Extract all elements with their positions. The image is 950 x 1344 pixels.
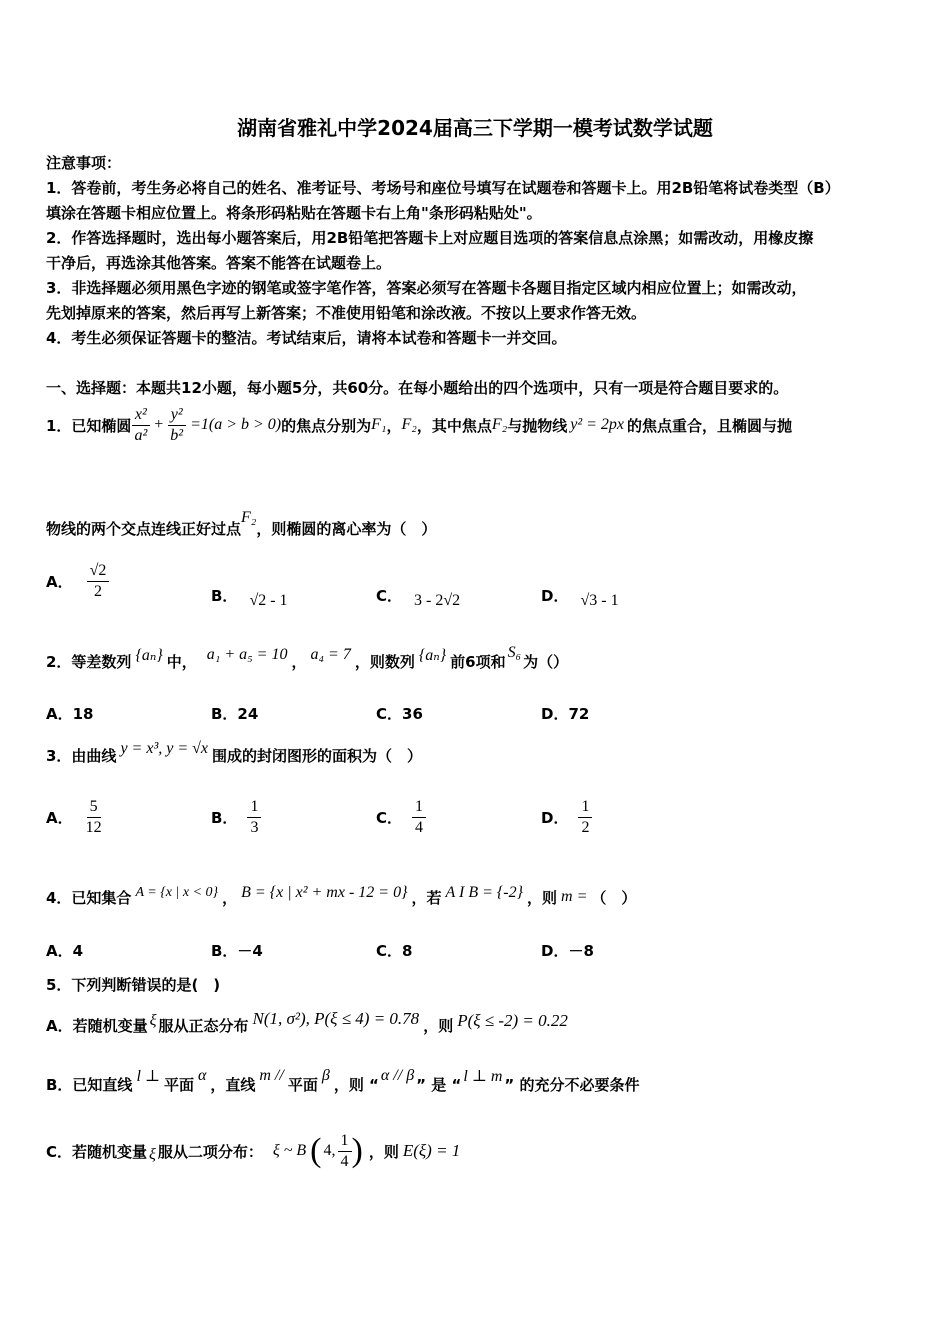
q1-option-b[interactable] <box>211 585 288 609</box>
q2-option-c[interactable]: C．36 <box>376 705 423 723</box>
notice-line: 4．考生必须保证答题卡的整洁。考试结束后，请将本试卷和答题卡一并交回。 <box>46 329 567 347</box>
q5-c-fraction <box>338 1132 352 1171</box>
q4-text: 4．已知集合 <box>46 888 132 907</box>
q4-option-d[interactable]: D．－8 <box>541 942 594 960</box>
q1-text: ，其中焦点 <box>416 416 492 435</box>
q3-text: 3．由曲线 <box>46 746 117 765</box>
question-1-line-1: 1．已知椭圆 $\frac{\text{x²}}{\text{a²}}$ + $\frac{\text{y²}}{\text{b²}}$ =1(a > b > 0) 的焦点分别为 F₁ ， F₂ ，其中焦点 F₂ 与抛物线 y² = 2px 的焦点重合，且椭圆与抛 <box>46 405 793 444</box>
q2-s6: S₆ <box>507 644 522 661</box>
q5-c-eq-pre: ξ ~ B <box>272 1142 307 1159</box>
q1-fraction-y <box>167 406 186 445</box>
q4-set-a: A = {x | x < 0} <box>135 885 219 900</box>
q2-text: 2．等差数列 <box>46 652 132 671</box>
notice-line: 先划掉原来的答案，然后再写上新答案；不准使用铅笔和涂改液。不按以上要求作答无效。 <box>46 304 647 322</box>
q1-option-d[interactable] <box>541 585 619 609</box>
q5-option-a[interactable] <box>46 1008 572 1042</box>
q5-option-b[interactable] <box>46 1066 639 1102</box>
q1-f2: F₂ <box>401 416 417 433</box>
q4-intersection: A I B = {-2} <box>445 884 524 901</box>
q5-text: 平面 <box>163 1075 194 1094</box>
q5-text: B．已知直线 <box>46 1075 133 1094</box>
q2-option-d[interactable]: D．72 <box>541 705 590 723</box>
q5-a-eq2: P(ξ ≤ -2) = 0.22 <box>457 1011 568 1030</box>
notice-line: 3．非选择题必须用黑色字迹的钢笔或签字笔作答，答案必须写在答题卡各题目指定区域内相应位置上；如需改动， <box>46 279 807 297</box>
q2-text: 前6项和 <box>450 652 506 671</box>
q2-text: 为（） <box>523 652 569 671</box>
q5-text: 平面 <box>287 1075 318 1094</box>
q1-a-num: √2 <box>87 562 110 582</box>
option-value: √3 - 1 <box>580 591 619 609</box>
option-label: C． <box>376 809 403 827</box>
q2-eq1: a₁ + a₅ = 10 <box>206 646 288 663</box>
question-1-line-2 <box>46 503 436 539</box>
q3-option-a[interactable] <box>46 798 105 837</box>
q4-option-c[interactable]: C．8 <box>376 942 413 960</box>
q4-m: m = <box>561 888 588 905</box>
q3-option-b[interactable] <box>211 798 261 837</box>
option-label: A． <box>46 809 73 827</box>
q2-an: {aₙ} <box>418 647 447 664</box>
option-num: 5 <box>87 798 101 818</box>
q4-option-b[interactable]: B．－4 <box>211 942 263 960</box>
q5-text: 服从正态分布 <box>158 1016 249 1035</box>
q1-f1: F₁ <box>371 416 387 433</box>
q4-text: （ ） <box>591 888 637 907</box>
q5-text: C．若随机变量 <box>46 1142 148 1161</box>
notice-line: 1．答卷前，考生务必将自己的姓名、准考证号、考场号和座位号填写在试题卷和答题卡上。用2B铅笔将试卷类型（B） <box>46 179 840 197</box>
q5-text: ” 的充分不必要条件 <box>504 1075 640 1094</box>
option-label: A． <box>46 573 73 591</box>
q1-fraction-x <box>131 406 150 445</box>
q2-text: 中， <box>166 652 197 671</box>
q1-a-den: 2 <box>94 583 102 600</box>
option-label: D． <box>541 809 569 827</box>
option-fraction <box>83 798 105 837</box>
q1-text: ，则椭圆的离心率为（ ） <box>256 520 437 538</box>
q4-text: ， <box>222 888 238 907</box>
q1-text: 的焦点重合，且椭圆与抛 <box>627 416 793 435</box>
section-heading: 一、选择题：本题共12小题，每小题5分，共60分。在每小题给出的四个选项中，只有一项是符合题目要求的。 <box>46 379 789 397</box>
q5-c-num: 1 <box>338 1132 352 1152</box>
option-fraction <box>578 798 592 837</box>
q5-text: ，则 <box>423 1016 454 1035</box>
option-fraction <box>412 798 426 837</box>
q5-b-alpha: α <box>197 1067 207 1084</box>
q5-text: 服从二项分布： <box>157 1142 263 1161</box>
q1-text: 与抛物线 <box>507 416 568 435</box>
q4-set-b: B = {x | x² + mx - 12 = 0} <box>241 884 408 901</box>
option-den: 4 <box>415 819 424 836</box>
page-title: 湖南省雅礼中学2024届高三下学期一模考试数学试题 <box>237 116 713 140</box>
option-num: 1 <box>412 798 426 818</box>
option-num: 1 <box>247 798 261 818</box>
q1-y2: y² <box>168 406 186 426</box>
q1-a2: a² <box>134 426 148 444</box>
q2-text: ，则数列 <box>354 652 415 671</box>
q5-b-l: l ⊥ <box>136 1068 160 1085</box>
q1-text: 物线的两个交点连线正好过点 <box>46 520 242 538</box>
q5-b-alpha-beta: α // β <box>380 1067 415 1084</box>
q5-text: ” 是 “ <box>416 1075 462 1094</box>
q1-a-fraction <box>87 562 110 601</box>
q5-a-eq: N(1, σ²), P(ξ ≤ 4) = 0.78 <box>252 1009 420 1028</box>
q1-eq-rest: =1(a > b > 0) <box>190 416 282 433</box>
q3-text: 围成的封闭图形的面积为（ ） <box>212 746 423 765</box>
q1-text: 1．已知椭圆 <box>46 416 132 435</box>
option-label: B． <box>211 587 238 605</box>
q4-option-a[interactable]: A．4 <box>46 942 84 960</box>
option-value: √2 - 1 <box>249 591 288 609</box>
q5-text: ，直线 <box>210 1075 256 1094</box>
q2-text: ， <box>291 652 307 671</box>
option-den: 2 <box>581 819 590 836</box>
q1-f2: F₂ <box>241 509 257 526</box>
q2-an: {aₙ} <box>135 647 163 664</box>
q5-c-den: 4 <box>340 1152 349 1170</box>
notice-line: 干净后，再选涂其他答案。答案不能答在试题卷上。 <box>46 254 392 272</box>
q1-x2: x² <box>132 406 150 426</box>
q5-option-c[interactable]: C．若随机变量 ξ 服从二项分布： ξ ~ B ( 4, $\frac{1}{4}$ ) ，则 E(ξ) = 1 <box>46 1131 461 1170</box>
q1-f2: F₂ <box>491 416 508 433</box>
option-label: D． <box>541 587 569 605</box>
q5-text: ，则 <box>368 1142 399 1161</box>
q3-option-d[interactable] <box>541 798 592 837</box>
q2-option-b[interactable]: B．24 <box>211 705 259 723</box>
question-4 <box>46 880 636 914</box>
q1-option-a[interactable] <box>46 562 109 601</box>
q2-option-a[interactable]: A．18 <box>46 705 94 723</box>
question-3 <box>46 738 422 772</box>
q4-text: ，则 <box>527 888 558 907</box>
option-num: 1 <box>578 798 592 818</box>
q1-b2: b² <box>170 426 184 444</box>
notice-heading: 注意事项： <box>46 154 122 172</box>
q4-text: ，若 <box>411 888 442 907</box>
q1-option-c[interactable] <box>376 585 461 609</box>
q3-option-c[interactable] <box>376 798 426 837</box>
question-5-stem: 5．下列判断错误的是( ) <box>46 976 221 994</box>
option-fraction <box>247 798 261 837</box>
option-label: C． <box>376 587 403 605</box>
q5-xi: ξ <box>149 1012 157 1029</box>
option-value: 3 - 2√2 <box>414 591 461 609</box>
q5-xi: ξ <box>149 1146 156 1163</box>
q1-text: 的焦点分别为 <box>281 416 372 435</box>
notice-line: 填涂在答题卡相应位置上。将条形码粘贴在答题卡右上角"条形码粘贴处"。 <box>46 204 542 222</box>
q5-b-m: m // <box>259 1067 284 1084</box>
q1-parabola: y² = 2px <box>570 416 625 433</box>
question-2 <box>46 646 568 676</box>
q5-b-l-m: l ⊥ m <box>463 1068 503 1085</box>
option-label: B． <box>211 809 238 827</box>
notice-line: 2．作答选择题时，选出每小题答案后，用2B铅笔把答题卡上对应题目选项的答案信息点涂黑；如需改动，用橡皮擦 <box>46 229 814 247</box>
option-den: 3 <box>250 819 259 836</box>
q5-c-four: 4, <box>323 1142 336 1159</box>
q2-eq2: a₄ = 7 <box>310 646 351 663</box>
q5-text: A．若随机变量 <box>46 1016 148 1035</box>
option-den: 12 <box>85 819 102 836</box>
q5-text: ，则 “ <box>333 1075 379 1094</box>
q5-c-eq2: E(ξ) = 1 <box>402 1141 461 1160</box>
q5-b-beta: β <box>321 1067 330 1084</box>
q3-eq: y = x³, y = √x <box>120 740 209 757</box>
